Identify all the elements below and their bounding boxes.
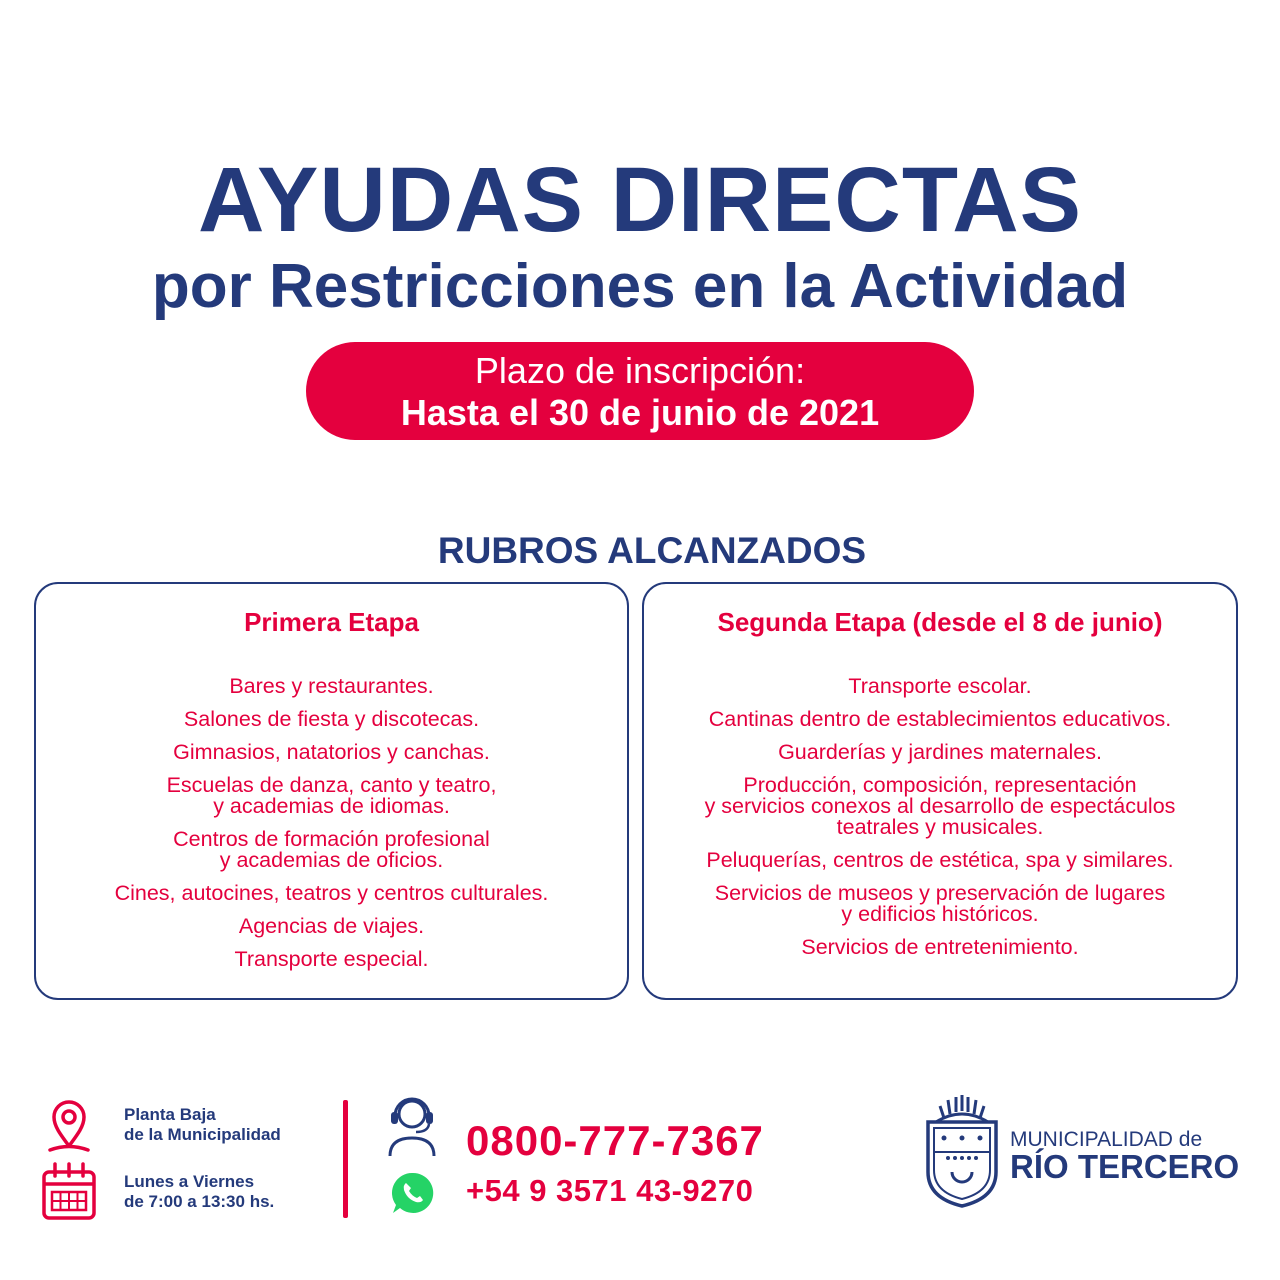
list-item: Centros de formación profesional y academias de oficios. [173, 827, 490, 872]
whatsapp-icon [390, 1170, 436, 1216]
list-item: Producción, composición, representación y servicios conexos al desarrollo de espectáculos teatrales y musicales. [704, 773, 1176, 839]
stage-heading: Segunda Etapa (desde el 8 de junio) [717, 607, 1163, 637]
phone-number[interactable]: 0800-777-7367 [466, 1117, 764, 1164]
stage-list-first [46, 676, 617, 982]
list-item: Agencias de viajes. [238, 914, 425, 938]
logo-line1: MUNICIPALIDAD de [1010, 1128, 1203, 1151]
stage-heading: Primera Etapa [244, 607, 419, 637]
deadline-label: Plazo de inscripción: [474, 350, 806, 391]
list-item: Peluquerías, centros de estética, spa y similares. [706, 848, 1174, 872]
list-item: Transporte escolar. [848, 674, 1032, 698]
deadline-banner [306, 342, 974, 440]
list-item: Escuelas de danza, canto y teatro, y academias de idiomas. [166, 773, 497, 818]
list-item: Cantinas dentro de establecimientos educativos. [708, 707, 1172, 731]
list-item: Servicios de museos y preservación de lugares y edificios históricos. [714, 881, 1166, 926]
list-item: Salones de fiesta y discotecas. [183, 707, 480, 731]
main-title: AYUDAS DIRECTAS [197, 149, 1082, 251]
subtitle: por Restricciones en la Actividad [151, 252, 1129, 321]
hours-text: Lunes a Viernes de 7:00 a 13:30 hs. [124, 1172, 275, 1211]
list-item: Bares y restaurantes. [229, 674, 434, 698]
municipal-crest-icon [922, 1092, 1002, 1210]
logo-line2: RÍO TERCERO [1010, 1148, 1240, 1185]
list-item: Gimnasios, natatorios y canchas. [173, 740, 490, 764]
list-item: Servicios de entretenimiento. [801, 935, 1079, 959]
list-item: Cines, autocines, teatros y centros culturales. [114, 881, 549, 905]
deadline-date: Hasta el 30 de junio de 2021 [400, 392, 880, 433]
list-item: Transporte especial. [234, 947, 429, 971]
stage-list-second [654, 676, 1226, 970]
footer-divider [343, 1100, 348, 1218]
stage-panel-second [642, 582, 1238, 1000]
map-pin-icon [46, 1098, 92, 1154]
list-item: Guarderías y jardines maternales. [778, 740, 1102, 764]
whatsapp-number[interactable]: +54 9 3571 43-9270 [466, 1173, 754, 1208]
calendar-icon [40, 1160, 98, 1222]
location-text: Planta Baja de la Municipalidad [124, 1105, 281, 1144]
stage-panel-first [34, 582, 629, 1000]
headset-operator-icon [386, 1088, 438, 1158]
section-title: RUBROS ALCANZADOS [437, 530, 867, 571]
